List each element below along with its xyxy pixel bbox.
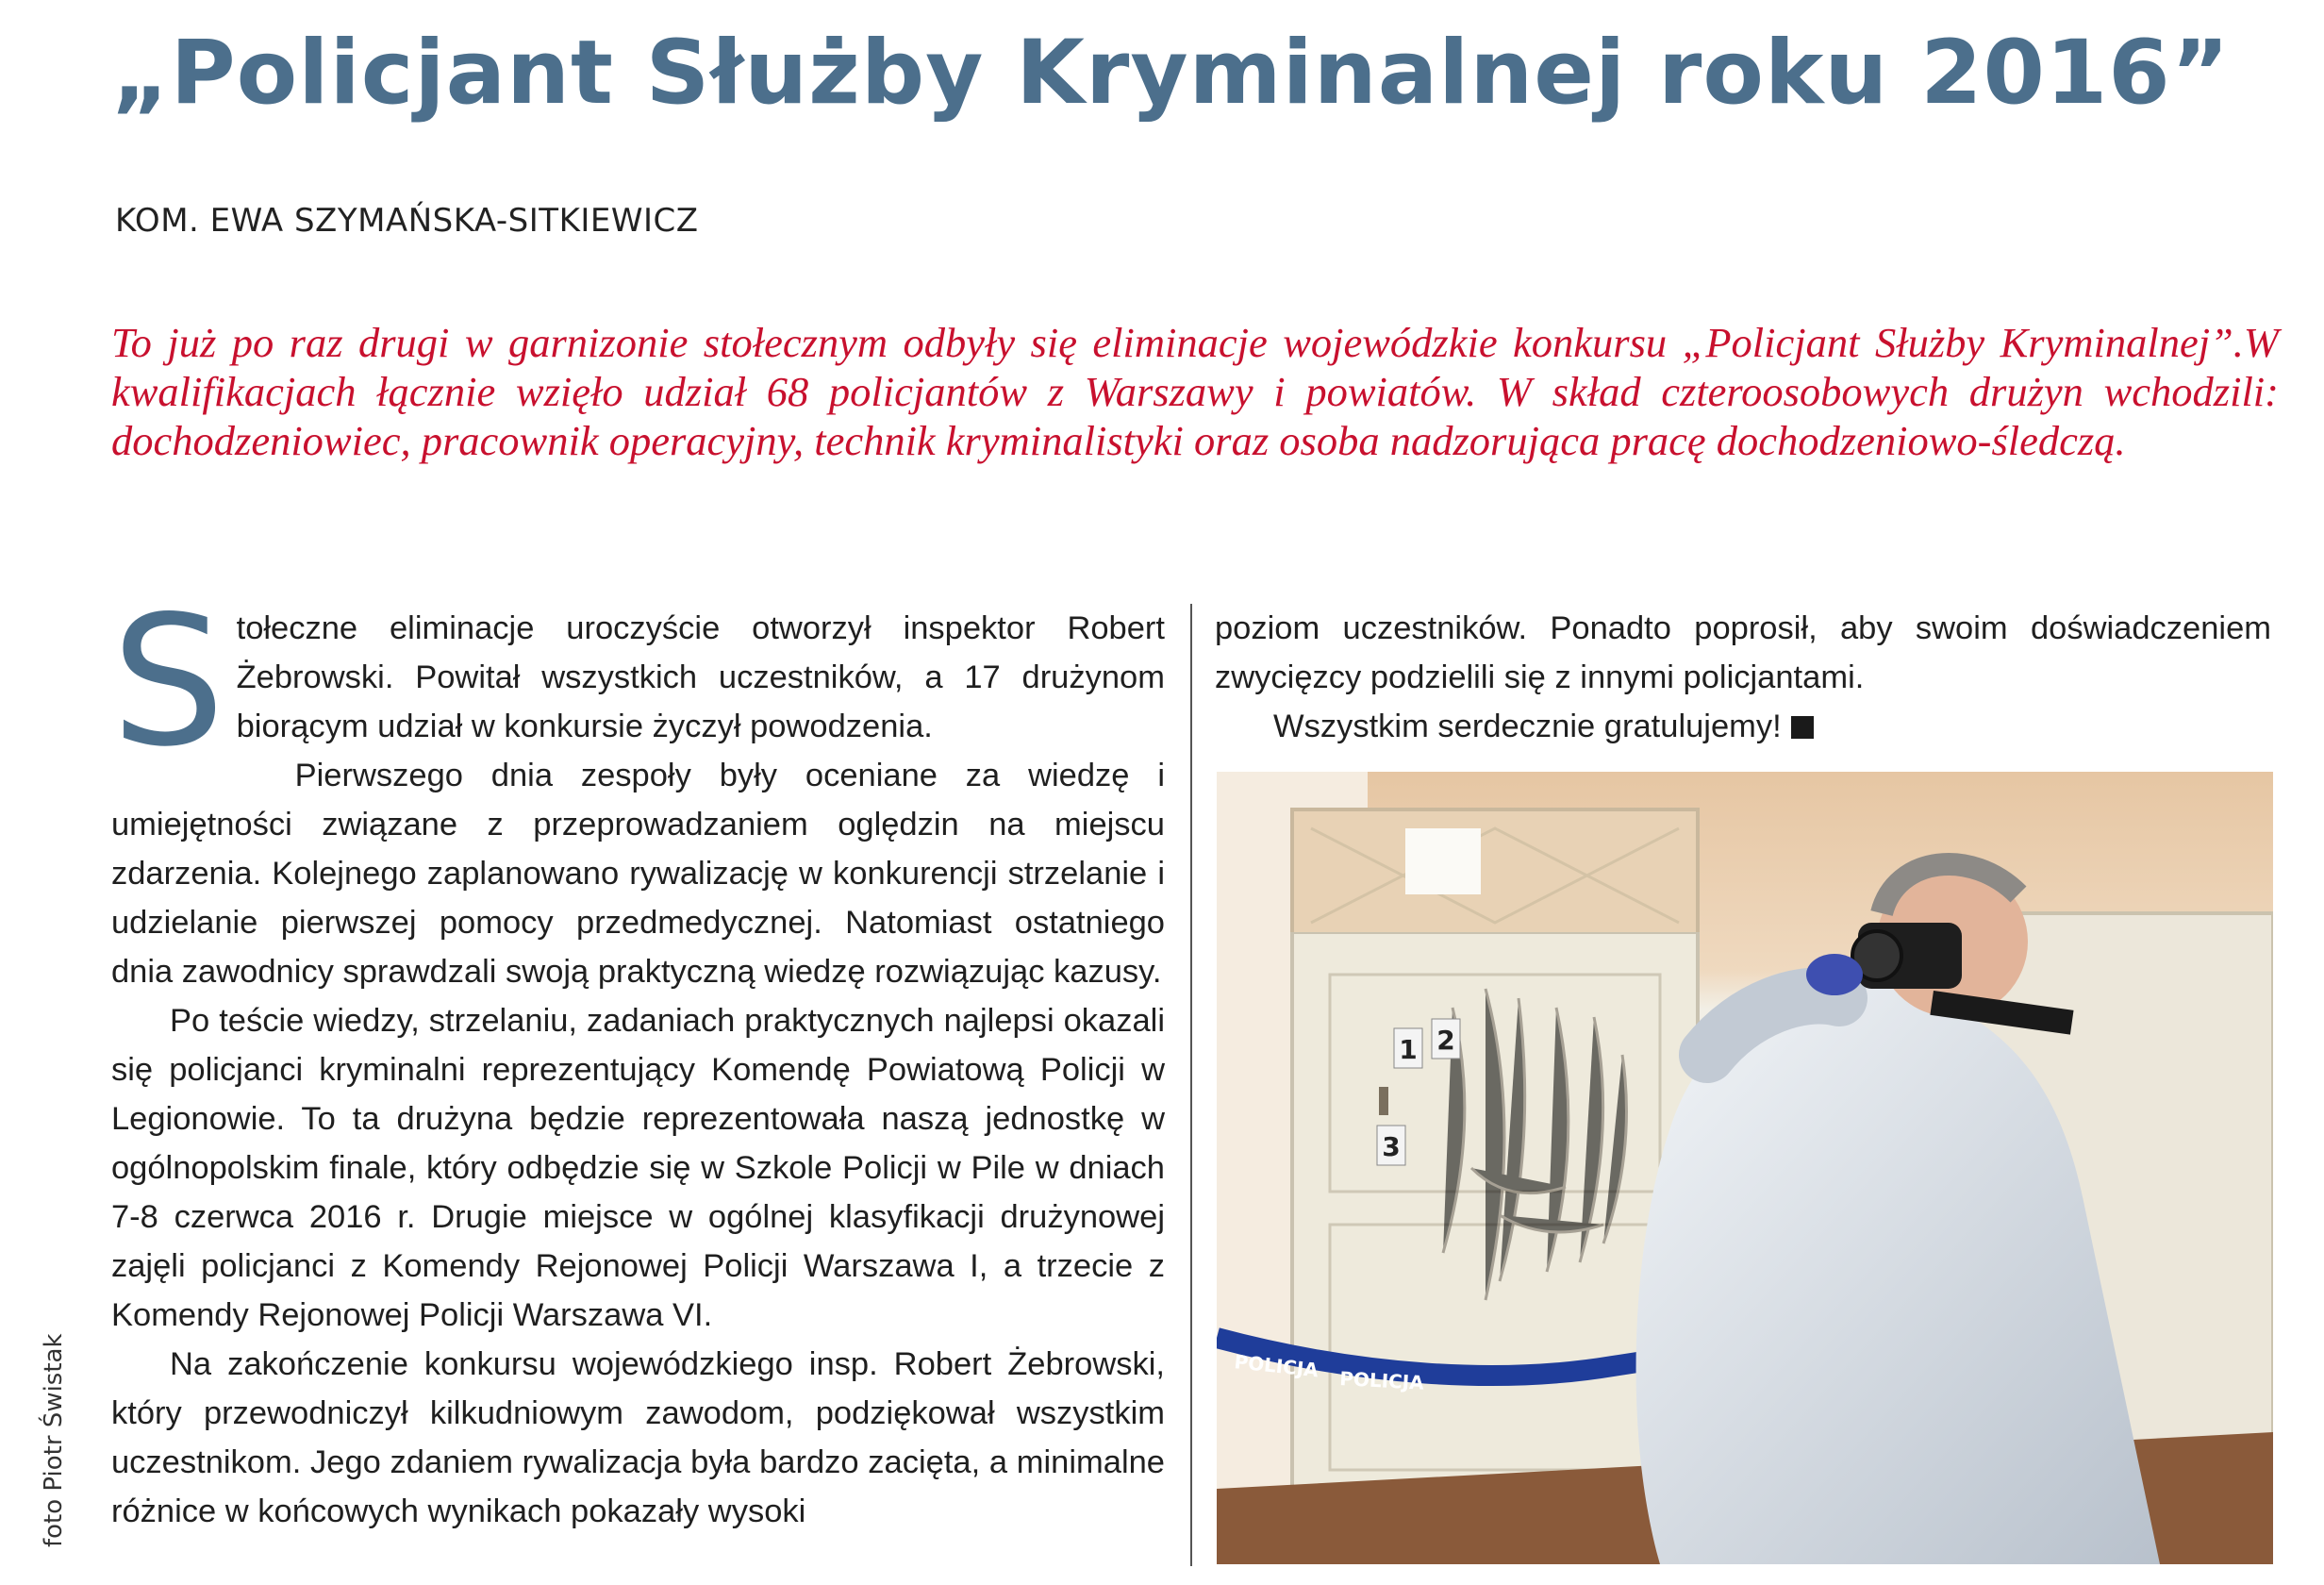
drop-cap: S	[111, 577, 225, 786]
photo-credit: foto Piotr Świstak	[40, 1333, 68, 1547]
paragraph-1	[111, 577, 1165, 786]
paragraph-2: Pierwszego dnia zespoły były oceniane za wiedzę i umiejętności związane z przeprowadzaniem oględzin na miejscu zdarzenia. Kolejnego zaplanowano rywalizację w konkurencji strzelanie i udzielanie pierwszej pomocy przedmedycznej. Natomiast ostatniego dnia zawodnicy sprawdzali swoją praktyczną wiedzę rozwiązując kazusy.	[111, 758, 1165, 990]
door-handle	[1379, 1087, 1388, 1115]
marker-label-3: 3	[1382, 1131, 1401, 1162]
paper-sheet	[1405, 828, 1481, 894]
column-divider	[1190, 604, 1192, 1566]
paragraph-1-text: tołeczne eliminacje uroczyście otworzył inspektor Robert Żebrowski. Powitał wszystkich uczestników, a 17 drużynom biorącym udział w konkursie życzył powodzenia.	[236, 610, 1165, 744]
technician-glove	[1806, 954, 1863, 995]
tape-label-1: POLICJA	[1233, 1350, 1320, 1382]
end-mark	[1791, 716, 1814, 739]
article-photo	[1217, 772, 2273, 1564]
article-title: „Policjant Służby Kryminalnej roku 2016”	[111, 22, 2231, 125]
article-author: KOM. EWA SZYMAŃSKA-SITKIEWICZ	[115, 202, 699, 240]
column-left	[111, 577, 1165, 1536]
article-lead: To już po raz drugi w garnizonie stołecznym odbyły się eliminacje wojewódzkie konkursu „Policjant Służby Kryminalnej”.W kwalifikacjach łącznie wzięło udział 68 policjantów z Warszawy i powiatów. W skład czteroosobowych drużyn wchodzili: dochodzeniowiec, pracownik operacyjny, technik kryminalistyki oraz osoba nadzorująca pracę dochodzeniowo-śledczą.	[111, 319, 2279, 464]
column-right	[1215, 604, 2271, 751]
marker-label-1: 1	[1399, 1034, 1418, 1065]
paragraph-3: Po teście wiedzy, strzelaniu, zadaniach praktycznych najlepsi okazali się policjanci kryminalni reprezentujący Komendę Powiatową Policji w Legionowie. To ta drużyna będzie reprezentowała naszą jednostkę w ogólnopolskim finale, który odbędzie się w Szkole Policji w Pile w dniach 7-8 czerwca 2016 r. Drugie miejsce w ogólnej klasyfikacji drużynowej zajęli policjanci z Komendy Rejonowej Policji Warszawa I, a trzecie z Komendy Rejonowej Policji Warszawa VI.	[111, 1003, 1165, 1333]
paragraph-5	[1215, 702, 2271, 751]
paragraph-4: Na zakończenie konkursu wojewódzkiego insp. Robert Żebrowski, który przewodniczył kilkudniowym zawodom, podziękował wszystkim uczestnikom. Jego zdaniem rywalizacja była bardzo zacięta, a minimalne różnice w końcowych wynikach pokazały wysoki	[111, 1346, 1165, 1529]
crime-scene-photo	[1217, 772, 2273, 1564]
paragraph-4-continued: poziom uczestników. Ponadto poprosił, aby swoim doświadczeniem zwycięzcy podzielili się z innymi policjantami.	[1215, 610, 2271, 695]
tape-label-2: POLICJA	[1338, 1367, 1425, 1394]
marker-label-2: 2	[1436, 1025, 1455, 1056]
closing-text: Wszystkim serdecznie gratulujemy!	[1273, 709, 1782, 744]
